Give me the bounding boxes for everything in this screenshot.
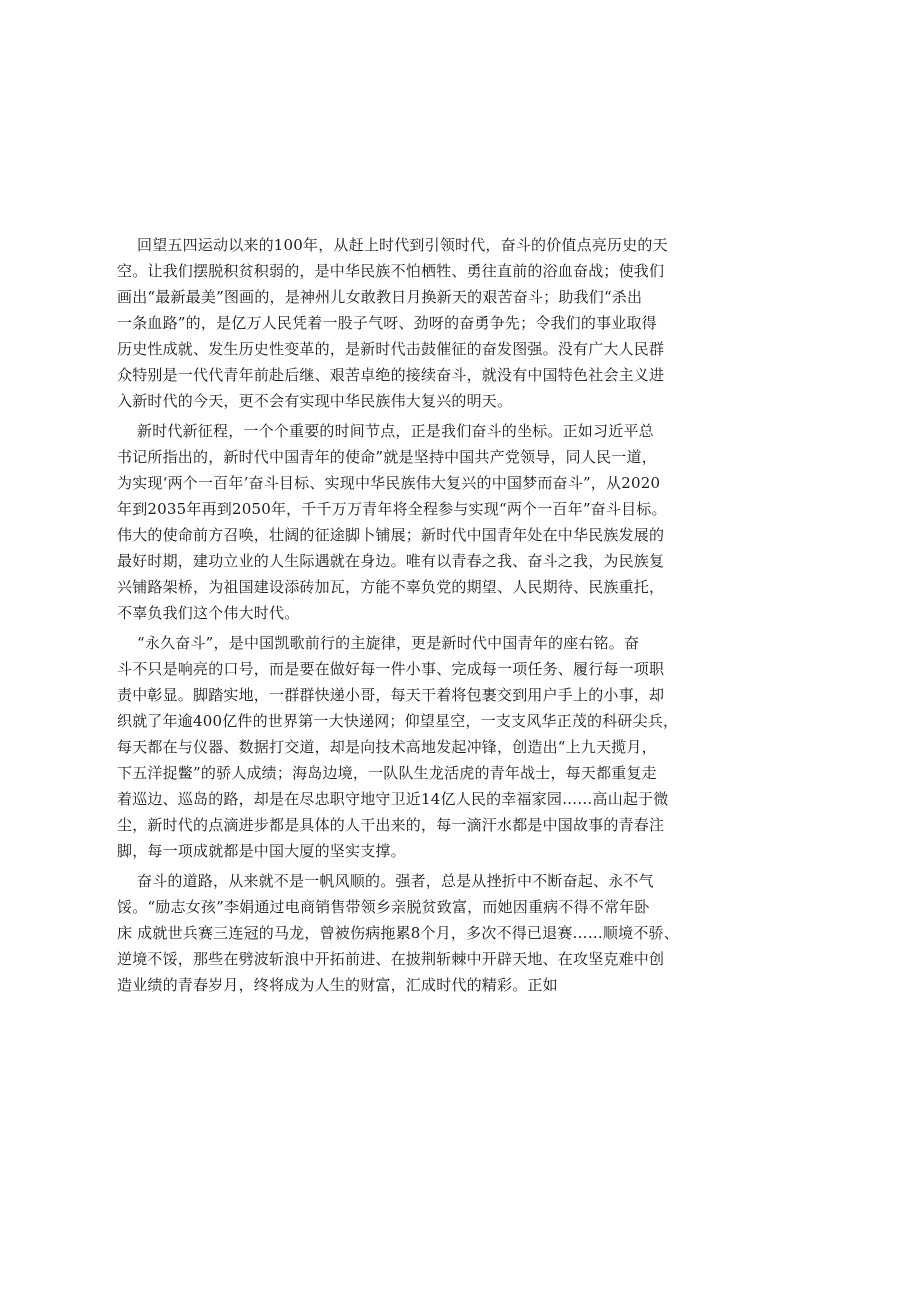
paragraph-1-line-3: 画出“最新最美”图画的，是神州儿女敢教日月换新天的艰苦奋斗；助我们“杀出 [117,288,643,306]
paragraph-1-line-1: 回望五四运动以来的100年，从赶上时代到引领时代，奋斗的价值点亮历史的天 [137,236,668,254]
paragraph-2-line-7: 兴铺路架桥，为祖国建设添砖加瓦，方能不辜负党的期望、人民期待、民族重托， [117,578,665,596]
paragraph-4-line-4: 逆境不馁，那些在劈波斩浪中开拓前进、在披荆斩棘中开辟天地、在攻坚克难中创 [117,950,665,968]
paragraph-4-line-1: 奋斗的道路，从来就不是一帆风顺的。强者，总是从挫折中不断奋起、永不气 [137,872,654,890]
paragraph-1-line-7: 入新时代的今天，更不会有实现中华民族伟大复兴的明天。 [117,392,513,410]
paragraph-3-line-5: 每天都在与仪器、数据打交道，却是向技术高地发起冲锋，创造出“上九天揽月， [117,738,657,756]
paragraph-2-line-4: 年到2035年再到2050年，千千万万青年将全程参与实现“两个一百年”奋斗目标。 [117,500,667,518]
paragraph-3-line-8: 尘，新时代的点滴进步都是具体的人干出来的，每一滴汗水都是中国故事的青春注 [117,816,665,834]
paragraph-4-line-3: 床 成就世兵赛三连冠的马龙，曾被伤病拖累8个月，多次不得已退赛……顺境不骄、 [117,924,679,942]
paragraph-3-line-1: “永久奋斗”，是中国凯歌前行的主旋律，更是新时代中国青年的座右铭。奋 [137,634,640,652]
paragraph-3-line-4: 织就了年逾400亿件的世界第一大快递网；仰望星空，一支支风华正茂的科研尖兵， [117,712,679,730]
paragraph-2-line-1: 新时代新征程，一个个重要的时间节点，正是我们奋斗的坐标。正如习近平总 [137,422,654,440]
paragraph-3-line-6: 下五洋捉鳖”的骄人成绩；海岛边境，一队队生龙活虎的青年战士，每天都重复走 [117,764,657,782]
paragraph-2-line-2: 书记所指出的，新时代中国青年的使命”就是坚持中国共产党领导，同人民一道， [117,448,657,466]
paragraph-1-line-4: 一条血路”的，是亿万人民凭着一股子气呀、劲呀的奋勇争先；令我们的事业取得 [117,314,657,332]
paragraph-1-line-2: 空。让我们摆脱积贫积弱的，是中华民族不怕栖牲、勇往直前的浴血奋战；使我们 [117,262,665,280]
paragraph-1-line-6: 众特别是一代代青年前赴后继、艰苦卓绝的接续奋斗，就没有中国特色社会主义进 [117,366,665,384]
paragraph-1-line-5: 历史性成就、发生历史性变革的，是新时代击鼓催征的奋发图强。没有广大人民群 [117,340,665,358]
paragraph-2-line-5: 伟大的使命前方召唤，壮阔的征途脚卜铺展；新时代中国青年处在中华民族发展的 [117,526,665,544]
paragraph-3-line-9: 脚，每一项成就都是中国大厦的坚实支撑。 [117,842,406,860]
paragraph-2-line-3: 为实现‘两个一百年’奋斗目标、实现中华民族伟大复兴的中国梦而奋斗”，从2020 [117,474,661,492]
paragraph-3-line-7: 着巡边、巡岛的路，却是在尽忠职守地守卫近14亿人民的幸福家园……高山起于微 [117,790,669,808]
paragraph-4-line-5: 造业绩的青春岁月，终将成为人生的财富，汇成时代的精彩。正如 [117,976,558,994]
paragraph-3-line-3: 责中彰显。脚踏实地，一群群快递小哥，每天干着将包裹交到用户手上的小事，却 [117,686,665,704]
paragraph-2-line-6: 最好时期，建功立业的人生际遇就在身边。唯有以青春之我、奋斗之我，为民族复 [117,552,665,570]
paragraph-4-line-2: 馁。“励志女孩”李娟通过电商销售带领乡亲脱贫致富，而她因重病不得不常年卧 [117,898,650,916]
paragraph-3-line-2: 斗不只是响亮的口号，而是要在做好每一件小事、完成每一项任务、履行每一项职 [117,660,665,678]
paragraph-2-line-8: 不辜负我们这个伟大时代。 [117,604,300,622]
